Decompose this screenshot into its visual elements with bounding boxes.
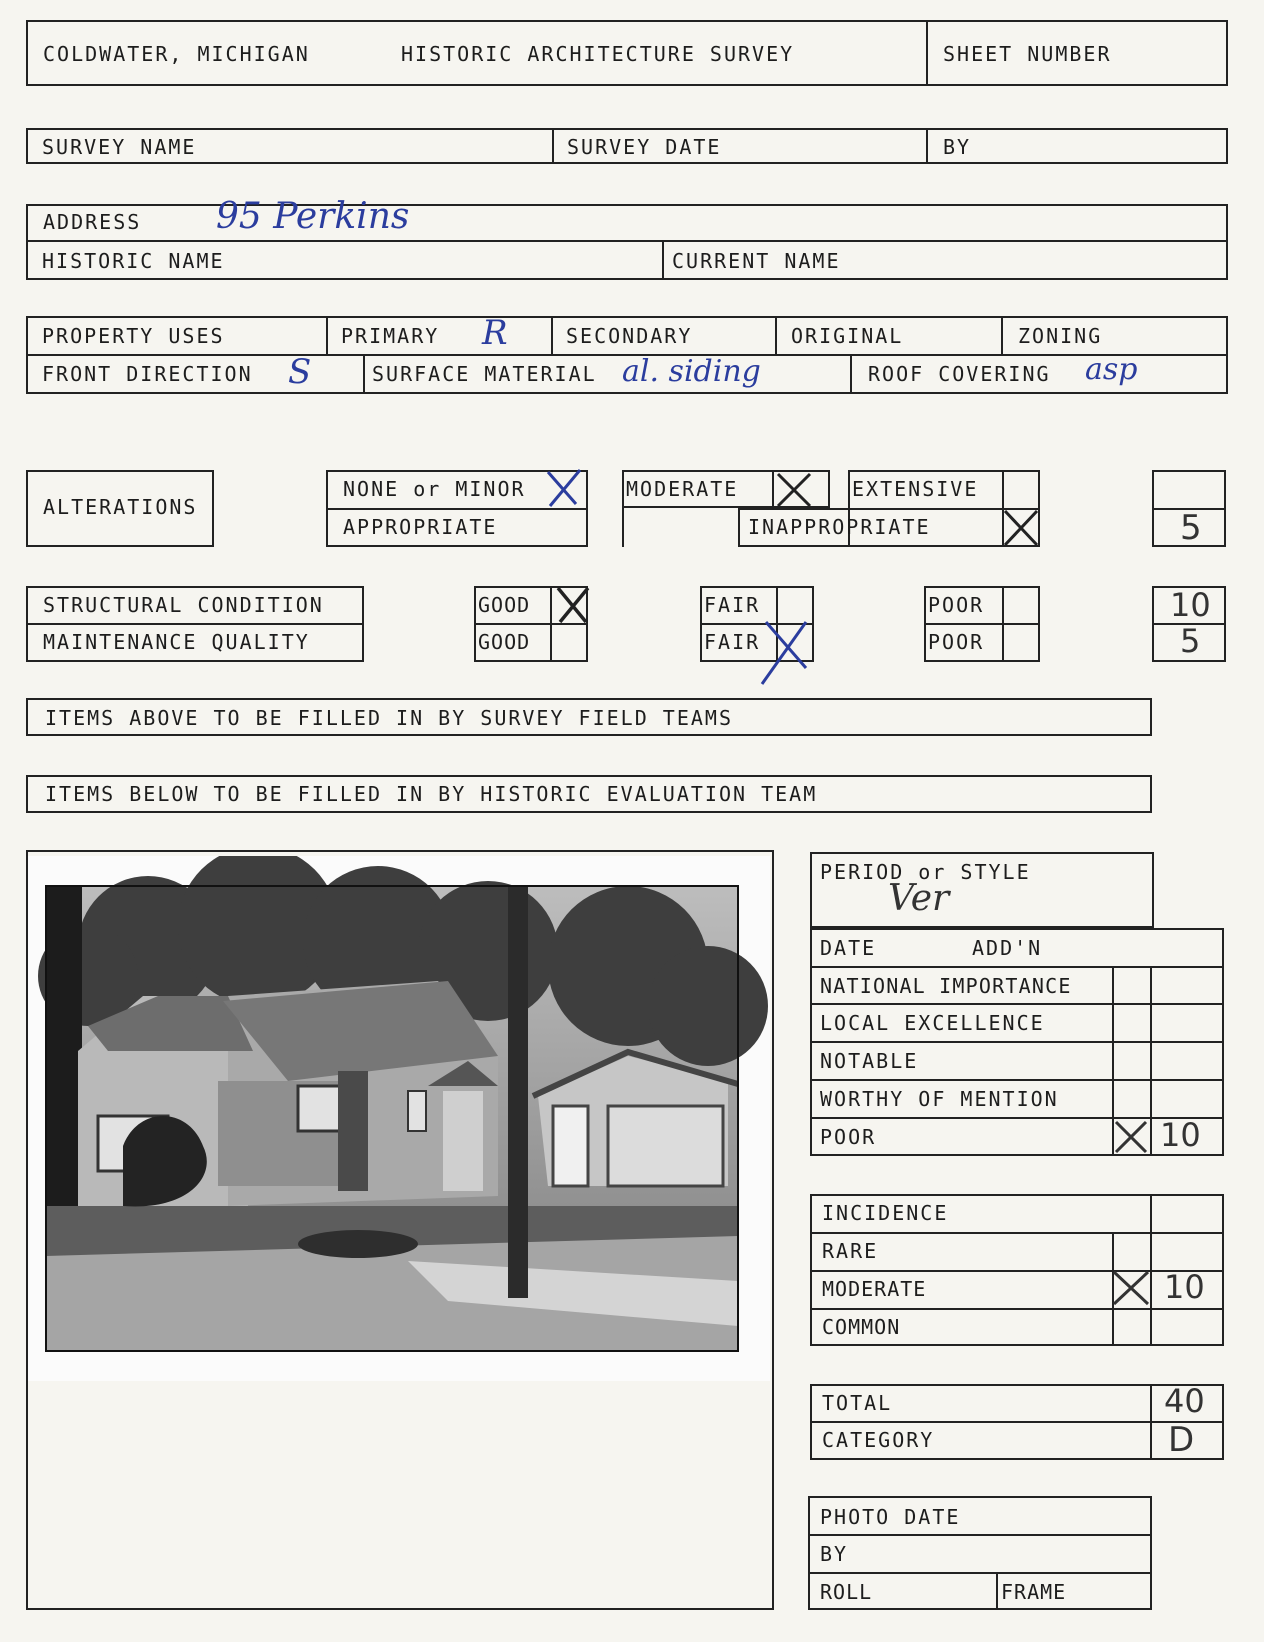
- fair-maintenance-label: FAIR: [704, 630, 761, 654]
- poor-checkbox-divider: [1002, 586, 1004, 662]
- fair-structural-label: FAIR: [704, 593, 761, 617]
- primary-value: R: [482, 313, 508, 353]
- property-divider-6: [850, 354, 852, 394]
- survey-divider-1: [552, 128, 554, 164]
- notable-label: NOTABLE: [820, 1049, 919, 1073]
- period-style-value: Ver: [888, 878, 950, 919]
- survey-name-label: SURVEY NAME: [42, 135, 197, 159]
- category-value: D: [1168, 1420, 1195, 1460]
- eval-row-2: [810, 1003, 1224, 1005]
- historic-name-label: HISTORIC NAME: [42, 249, 225, 273]
- maintenance-fair-check-icon: [758, 618, 814, 688]
- inappropriate-check-icon: [1002, 508, 1040, 548]
- moderate-incidence-check-icon: [1110, 1268, 1152, 1308]
- structural-condition-label: STRUCTURAL CONDITION: [43, 593, 324, 617]
- note-below: ITEMS BELOW TO BE FILLED IN BY HISTORIC EVALUATION TEAM: [45, 782, 818, 806]
- sheet-number-label: SHEET NUMBER: [943, 42, 1112, 66]
- house-photo: [28, 856, 770, 1381]
- poor-check-icon: [1112, 1118, 1150, 1156]
- property-divider-1: [326, 316, 328, 354]
- survey-divider-2: [926, 128, 928, 164]
- structural-score: 10: [1170, 586, 1211, 624]
- inc-row-3: [810, 1308, 1224, 1310]
- poor-structural-label: POOR: [928, 593, 985, 617]
- front-direction-value: S: [288, 352, 312, 392]
- none-minor-check-icon: [540, 466, 588, 510]
- poor-label: POOR: [820, 1125, 877, 1149]
- condition-divider: [26, 623, 364, 625]
- current-name-label: CURRENT NAME: [672, 249, 841, 273]
- poor-score: 10: [1160, 1116, 1201, 1154]
- header-divider: [926, 20, 928, 86]
- total-value: 40: [1164, 1382, 1205, 1420]
- city-label: COLDWATER, MICHIGAN: [43, 42, 310, 66]
- extensive-label: EXTENSIVE: [852, 477, 979, 501]
- moderate-label: MODERATE: [626, 477, 739, 501]
- photo-by-label: BY: [820, 1542, 849, 1566]
- roof-covering-value: asp: [1085, 352, 1138, 387]
- maintenance-quality-label: MAINTENANCE QUALITY: [43, 630, 310, 654]
- local-excellence-label: LOCAL EXCELLENCE: [820, 1011, 1045, 1035]
- property-uses-label: PROPERTY USES: [42, 324, 225, 348]
- category-label: CATEGORY: [822, 1428, 935, 1452]
- structural-good-check-icon: [552, 584, 592, 626]
- inappropriate-label: INAPPROPRIATE: [748, 515, 931, 539]
- photo-info-divider: [996, 1572, 998, 1610]
- primary-label: PRIMARY: [341, 324, 440, 348]
- eval-row-1: [810, 966, 1224, 968]
- roof-covering-label: ROOF COVERING: [868, 362, 1051, 386]
- poor-maintenance-label: POOR: [928, 630, 985, 654]
- appropriate-label: APPROPRIATE: [343, 515, 498, 539]
- note-above: ITEMS ABOVE TO BE FILLED IN BY SURVEY FIELD TEAMS: [45, 706, 734, 730]
- form-title: HISTORIC ARCHITECTURE SURVEY: [401, 42, 795, 66]
- worthy-of-mention-label: WORTHY OF MENTION: [820, 1087, 1059, 1111]
- address-label: ADDRESS: [43, 210, 142, 234]
- secondary-label: SECONDARY: [566, 324, 693, 348]
- surface-material-value: al. siding: [622, 354, 761, 389]
- incidence-label: INCIDENCE: [822, 1201, 949, 1225]
- common-label: COMMON: [822, 1315, 901, 1339]
- photo-mount: [28, 856, 770, 1381]
- inc-row-1: [810, 1232, 1224, 1234]
- address-divider-h: [26, 240, 1228, 242]
- national-importance-label: NATIONAL IMPORTANCE: [820, 974, 1072, 998]
- good-maintenance-label: GOOD: [478, 630, 531, 654]
- photo-info-row-1: [808, 1534, 1152, 1536]
- total-label: TOTAL: [822, 1391, 893, 1415]
- eval-row-3: [810, 1041, 1224, 1043]
- survey-date-label: SURVEY DATE: [567, 135, 722, 159]
- eval-score-divider: [1150, 966, 1152, 1156]
- photo-info-row-2: [808, 1572, 1152, 1574]
- roll-label: ROLL: [820, 1580, 873, 1604]
- date-label: DATE: [820, 936, 877, 960]
- alterations-score: 5: [1180, 508, 1202, 548]
- zoning-label: ZONING: [1018, 324, 1103, 348]
- rare-label: RARE: [822, 1239, 879, 1263]
- survey-by-label: BY: [943, 135, 972, 159]
- address-value: 95 Perkins: [216, 196, 410, 237]
- poor-divider: [924, 623, 1040, 625]
- none-minor-label: NONE or MINOR: [343, 477, 526, 501]
- frame-label: FRAME: [1001, 1580, 1067, 1604]
- maintenance-score: 5: [1180, 622, 1201, 660]
- property-divider-2: [551, 316, 553, 354]
- moderate-check-icon: [774, 470, 814, 510]
- front-direction-label: FRONT DIRECTION: [42, 362, 253, 386]
- property-divider-5: [363, 354, 365, 394]
- totals-value-divider: [1150, 1384, 1152, 1460]
- photo-date-label: PHOTO DATE: [820, 1505, 961, 1529]
- alterations-label: ALTERATIONS: [43, 495, 198, 519]
- good-structural-label: GOOD: [478, 593, 531, 617]
- period-style-label: PERIOD or STYLE: [820, 860, 1031, 884]
- original-label: ORIGINAL: [791, 324, 904, 348]
- property-divider-4: [1001, 316, 1003, 354]
- moderate-incidence-score: 10: [1164, 1268, 1205, 1306]
- eval-row-4: [810, 1079, 1224, 1081]
- moderate-incidence-label: MODERATE: [822, 1277, 927, 1301]
- property-divider-3: [775, 316, 777, 354]
- totals-divider: [810, 1421, 1224, 1423]
- addn-label: ADD'N: [972, 936, 1043, 960]
- inc-row-2: [810, 1270, 1224, 1272]
- surface-material-label: SURFACE MATERIAL: [372, 362, 597, 386]
- address-divider-v: [662, 240, 664, 280]
